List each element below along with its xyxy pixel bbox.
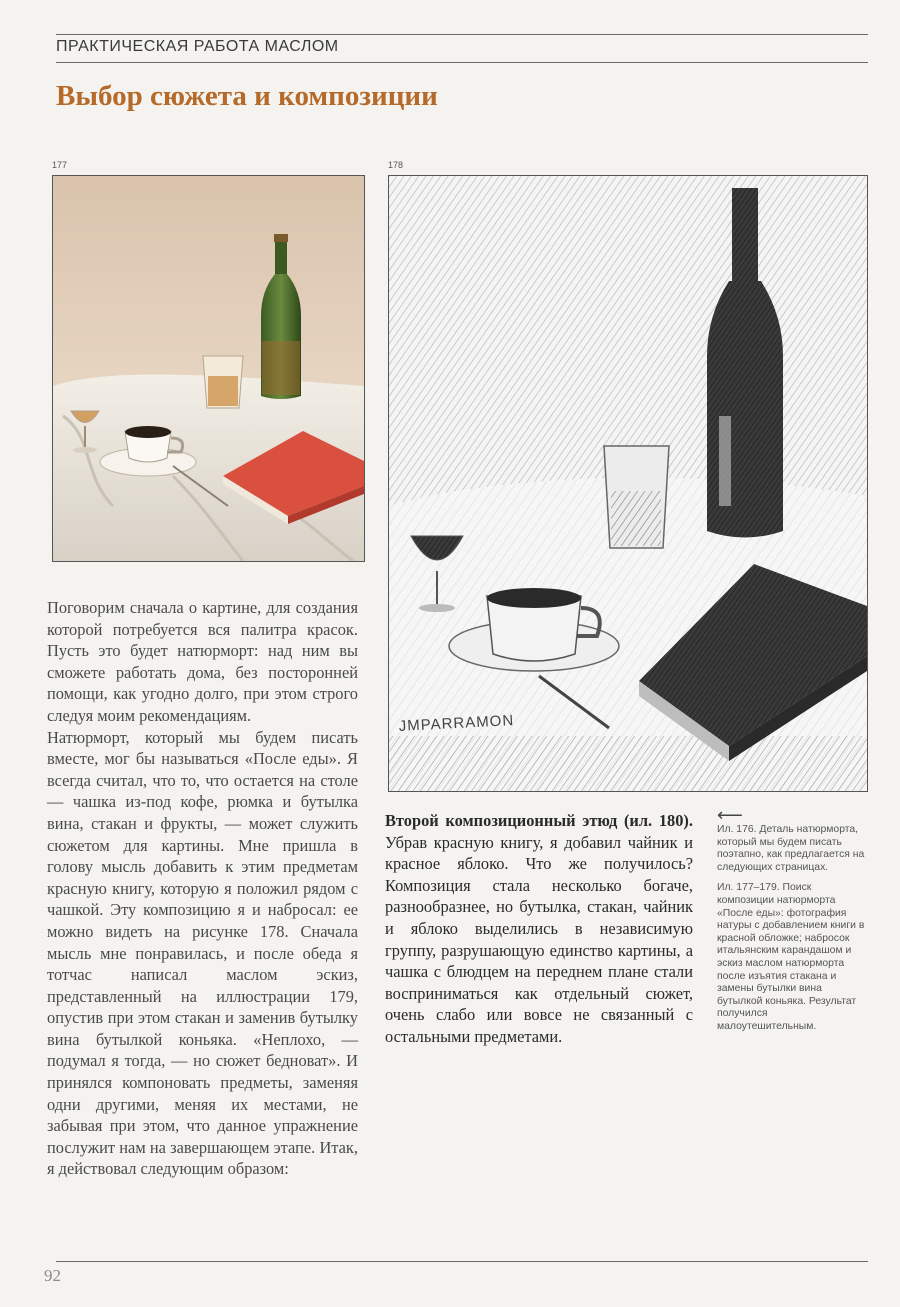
study-heading: Второй композиционный этюд (ил. 180). xyxy=(385,811,693,830)
pencil-sketch xyxy=(389,176,867,791)
page-number: 92 xyxy=(44,1266,61,1285)
caption-176: Ил. 176. Деталь натюрморта, который мы будем писать поэтапно, как предлагается на следующих страницах. xyxy=(717,824,865,873)
top-rule xyxy=(56,34,868,35)
still-life-photo xyxy=(53,176,364,561)
paragraph-intro: Поговорим сначала о картине, для создания которой потребуется вся палитра красок. Пусть это будет натюрморт: над ним вы сможете работать дома, без посторонней помощи, как угодно долго, при этом строго следуя моим рекомендациям. xyxy=(47,598,358,725)
figure-number-177: 177 xyxy=(52,160,68,170)
section-header: ПРАКТИЧЕСКАЯ РАБОТА МАСЛОМ xyxy=(56,38,339,55)
header-rule xyxy=(56,62,868,63)
caption-177-179: Ил. 177–179. Поиск композиции натюрморта «После еды»: фотография натуры с добавлением книги в красной обложке; набросок итальянским карандашом и эскиз маслом натюрморта после изъятия стакана и замены бутылки вина бутылкой коньяка. Результат получился малоутешительным. xyxy=(717,882,865,1032)
footer-rule xyxy=(56,1261,868,1262)
left-column-text xyxy=(47,597,358,1180)
figure-178-sketch xyxy=(388,175,868,792)
right-column-text xyxy=(385,810,693,1048)
figure-number-178: 178 xyxy=(388,160,404,170)
paragraph-main: Натюрморт, который мы будем писать вместе, мог бы называться «После еды». Я всегда считал, что то, что остается на столе — чашка из-под кофе, рюмка и бутылка вина, стакан и фрукты, — может служить сюжетом для картины. Мне пришла в голову мысль добавить к этим предметам красную книгу, которую я положил рядом с чашкой. Эту композицию я и набросал: ее можно видеть на рисунке 178. Сначала мысль мне понравилась, и после обеда я тотчас написал маслом эскиз, представленный на иллюстрации 179, опустив при этом стакан и заменив бутылку вина бутылкой коньяка. «Неплохо, — подумал я тогда, — но сюжет бедноват». И принялся компоновать предметы, заменяя одни другими, меняя их местами, не забывая при этом, что данное упражнение послужит нам на завершающем этапе. Итак, я действовал следующим образом: xyxy=(47,727,358,1179)
artist-signature: JMPARRAMON xyxy=(398,711,515,735)
left-arrow-icon: ⟵ xyxy=(717,805,743,825)
study-text: Убрав красную книгу, я добавил чайник и красное яблоко. Что же получилось? Композиция стала несколько богаче, разнообразнее, но бутылка, стакан, чайник и яблоко выделились в независимую группу, разрушающую единство картины, а чашка с блюдцем на переднем плане стали восприниматься как отдельный сюжет, очень слабо или вовсе не связанный с остальными предметами. xyxy=(385,832,693,1046)
page-title: Выбор сюжета и композиции xyxy=(56,80,438,112)
figure-captions xyxy=(717,806,867,1042)
figure-177-photo xyxy=(52,175,365,562)
